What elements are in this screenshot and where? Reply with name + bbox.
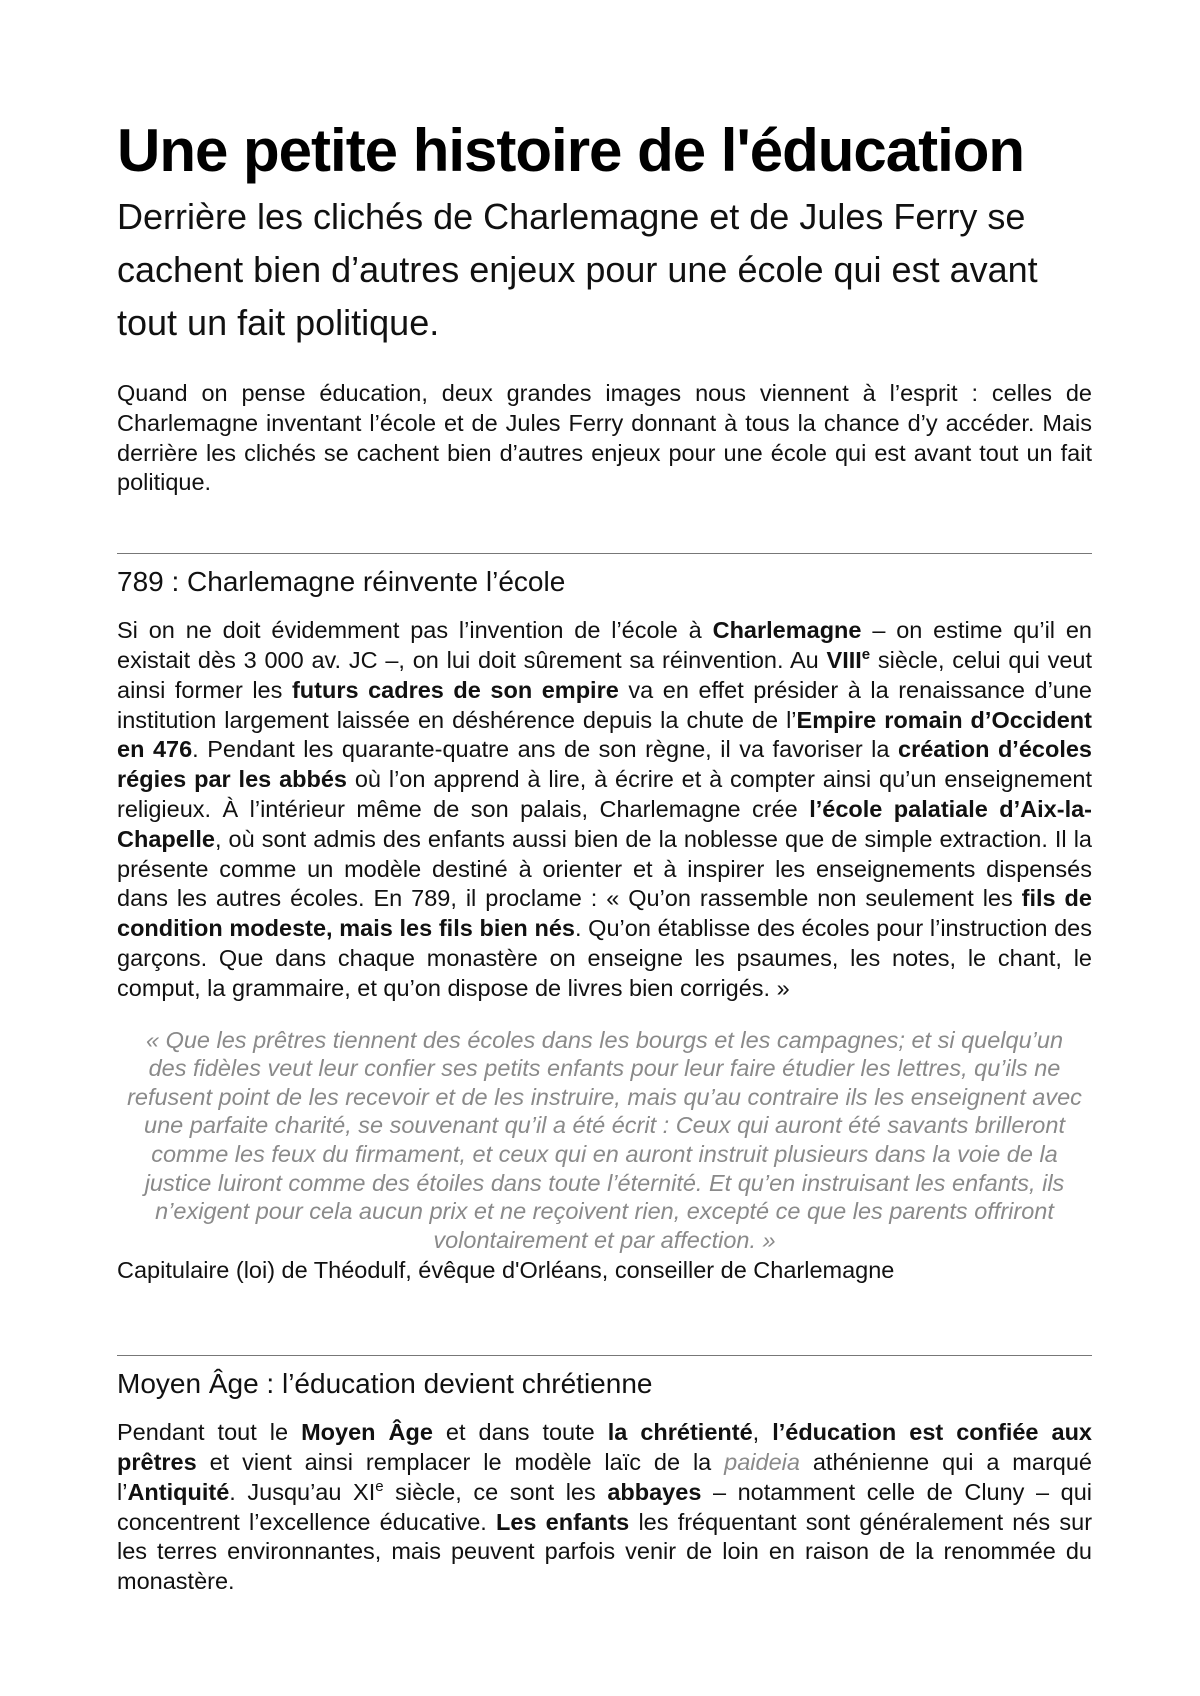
bold-run: Les enfants bbox=[496, 1508, 630, 1535]
bold-run: futurs cadres de son empire bbox=[291, 676, 619, 703]
text-run: – on estime qu’il en existait dès 3 000 av. JC –, on lui doit sûrement sa réinvention. Au bbox=[117, 617, 1092, 673]
section-789-paragraph bbox=[117, 616, 1092, 1003]
text-run: siècle, celui qui veut ainsi former les bbox=[117, 646, 1092, 703]
text-run: siècle, ce sont les bbox=[383, 1478, 608, 1505]
text-run: . Jusqu’au XI bbox=[229, 1478, 376, 1505]
section-heading-789: 789 : Charlemagne réinvente l’école bbox=[117, 566, 566, 598]
bold-run: fils de condition modeste, mais les fils bien nés bbox=[117, 885, 1092, 942]
superscript: e bbox=[375, 1478, 384, 1496]
quote-caption: Capitulaire (loi) de Théodulf, évêque d'Orléans, conseiller de Charlemagne bbox=[117, 1257, 895, 1284]
section-heading-moyen-age: Moyen Âge : l’éducation devient chrétienne bbox=[117, 1368, 653, 1400]
superscript: e bbox=[861, 646, 871, 664]
text-run: Pendant tout le bbox=[117, 1419, 302, 1446]
text-run: et dans toute bbox=[432, 1419, 608, 1446]
bold-run: abbayes bbox=[607, 1478, 702, 1505]
bold-run: Moyen Âge bbox=[301, 1419, 433, 1446]
text-run: , bbox=[752, 1419, 773, 1446]
page-subtitle: Derrière les clichés de Charlemagne et de Jules Ferry se cachent bien d’autres enjeux pour une école qui est avant tout un fait politique. bbox=[117, 196, 1038, 343]
text-run: et vient ainsi remplacer le modèle laïc de la bbox=[196, 1449, 725, 1476]
text-run: athénienne qui a marqué l’ bbox=[117, 1449, 1092, 1505]
bold-run: création d’écoles régies par les abbés bbox=[117, 736, 1092, 793]
page-title: Une petite histoire de l'éducation bbox=[117, 117, 1025, 184]
section-moyen-age-paragraph bbox=[117, 1418, 1092, 1597]
section-divider bbox=[117, 1355, 1092, 1356]
quote-theodulf: « Que les prêtres tiennent des écoles dans les bourgs et les campagnes; et si quelqu’un des fidèles veut leur confier ses petits enfants pour leur faire étudier les lettres, qu’ils ne refusent point de les recevoir et de les instruire, mais qu’au contraire ils les enseignent avec une parfaite charité, se souvenant qu’il a été écrit : Ceux qui auront été savants brilleront comme les feux du firmament, et ceux qui en auront instruit plusieurs dans la voie de la justice luiront comme des étoiles dans toute l’éternité. Et qu’en instruisant les enfants, ils n’exigent pour cela aucun prix et ne reçoivent rien, excepté ce que les parents offriront volontairement et par affection. » bbox=[127, 1026, 1082, 1253]
text-run: les fréquentant sont généralement nés sur les terres environnantes, mais peuvent parfois venir de loin en raison de la renommée du monastère. bbox=[117, 1508, 1093, 1595]
bold-run bbox=[827, 647, 871, 673]
text-run: . Qu’on établisse des écoles pour l’instruction des garçons. Que dans chaque monastère on enseigne les psaumes, les notes, le chant, le comput, la grammaire, et qu’on dispose de livres bien corrigés. » bbox=[117, 915, 1092, 1001]
article bbox=[117, 118, 1092, 1597]
text-run: , où sont admis des enfants aussi bien de la noblesse que de simple extraction. Il la présente comme un modèle destiné à orienter et à inspirer les enseignements dispensés dans les autres écoles. En 789, il proclame : « Qu’on rassemble non seulement les bbox=[117, 825, 1092, 912]
text-run: – notamment celle de Cluny – qui concentrent l’excellence éducative. bbox=[117, 1478, 1092, 1535]
bold-run: Empire romain d’Occident en 476 bbox=[117, 706, 1092, 763]
bold-run: l’école palatiale d’Aix-la-Chapelle bbox=[117, 795, 1092, 852]
text-run: va en effet présider à la renaissance d’une institution largement laissée en déshérence depuis la chute de l’ bbox=[117, 676, 1093, 733]
section-divider bbox=[117, 553, 1092, 554]
bold-run-text: VIII bbox=[826, 646, 862, 673]
bold-run: l’éducation est confiée aux prêtres bbox=[117, 1419, 1092, 1476]
text-run: où l’on apprend à lire, à écrire et à compter ainsi qu’un enseignement religieux. À l’intérieur même de son palais, Charlemagne crée bbox=[117, 766, 1092, 822]
bold-run: Charlemagne bbox=[712, 617, 862, 644]
text-run: . Pendant les quarante-quatre ans de son règne, il va favoriser la bbox=[192, 736, 898, 763]
bold-run: la chrétienté bbox=[607, 1419, 753, 1446]
intro-paragraph: Quand on pense éducation, deux grandes images nous viennent à l’esprit : celles de Charlemagne inventant l’école et de Jules Ferry donnant à tous la chance d’y accéder. Mais derrière les clichés se cachent bien d’autres enjeux pour une école qui est avant tout un fait politique. bbox=[117, 380, 1092, 496]
bold-run: Antiquité bbox=[127, 1478, 230, 1505]
text-run: Si on ne doit évidemment pas l’invention de l’école à bbox=[117, 617, 713, 644]
italic-run: paideia bbox=[724, 1449, 800, 1476]
